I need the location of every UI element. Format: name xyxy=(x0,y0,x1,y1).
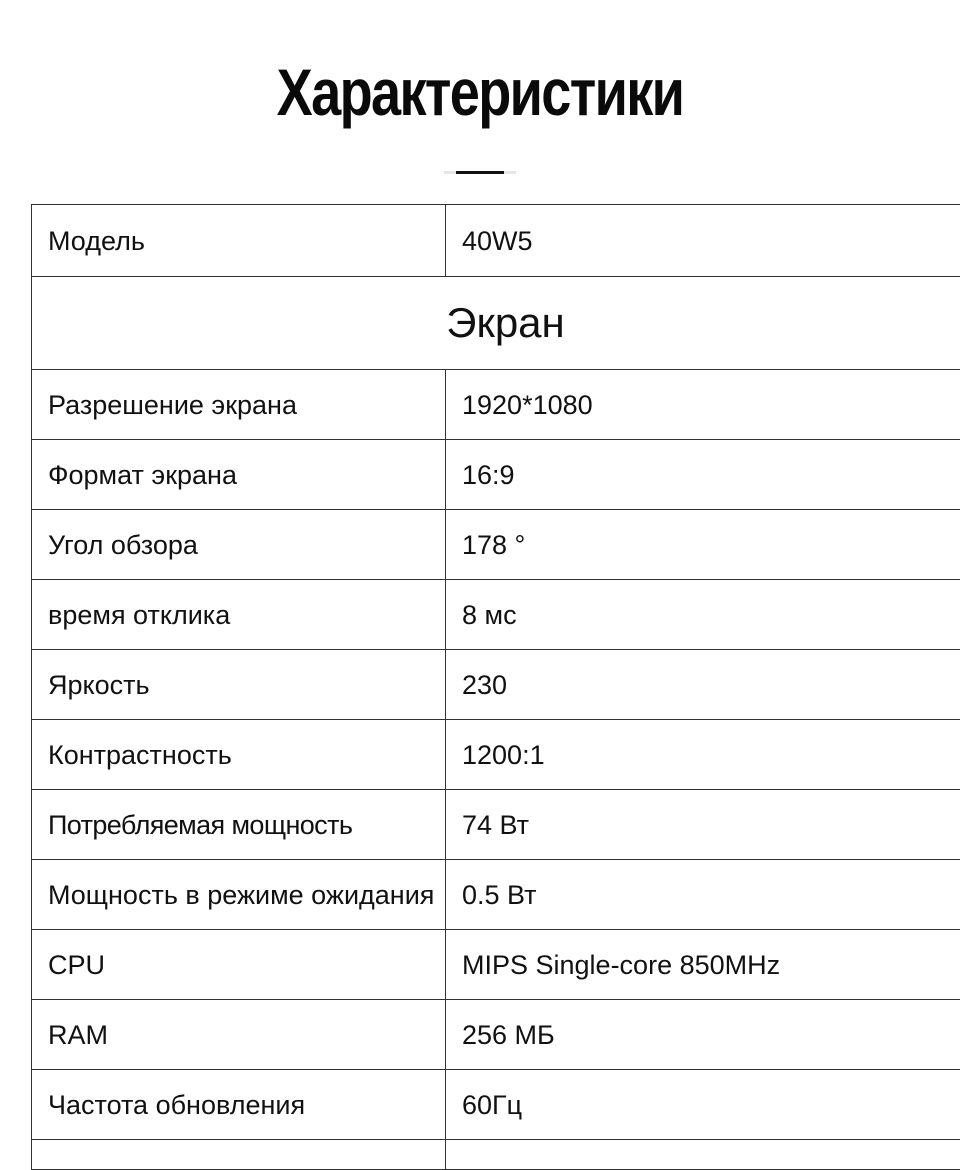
table-row xyxy=(32,650,960,720)
spec-label: время отклика xyxy=(32,580,446,650)
table-row xyxy=(32,1000,960,1070)
spec-label: Контрастность xyxy=(32,720,446,790)
title-divider xyxy=(444,171,516,174)
spec-label: Формат экрана xyxy=(32,440,446,510)
table-row xyxy=(32,720,960,790)
page-title: Характеристики xyxy=(86,52,873,132)
table-row xyxy=(32,1070,960,1140)
spec-label: Мощность в режиме ожидания xyxy=(32,860,446,930)
spec-label: Потребляемая мощность xyxy=(32,790,446,860)
section-row xyxy=(32,277,960,370)
table-row xyxy=(32,580,960,650)
spec-value: 256 МБ xyxy=(446,1000,960,1070)
spec-table xyxy=(31,204,960,1170)
spec-label: Частота обновления xyxy=(32,1070,446,1140)
section-title: Экран xyxy=(32,277,960,370)
spec-value: 60Гц xyxy=(446,1070,960,1140)
table-row-partial xyxy=(32,1140,960,1170)
table-row xyxy=(32,440,960,510)
spec-value: 0.5 Вт xyxy=(446,860,960,930)
spec-value: 230 xyxy=(446,650,960,720)
spec-value: 8 мс xyxy=(446,580,960,650)
spec-label: RAM xyxy=(32,1000,446,1070)
table-row xyxy=(32,930,960,1000)
spec-label: Угол обзора xyxy=(32,510,446,580)
table-row xyxy=(32,860,960,930)
spec-value: MIPS Single-core 850MHz xyxy=(446,930,960,1000)
table-row xyxy=(32,370,960,440)
table-row xyxy=(32,510,960,580)
spec-value: 1200:1 xyxy=(446,720,960,790)
spec-label: Разрешение экрана xyxy=(32,370,446,440)
table-row xyxy=(32,790,960,860)
spec-value: 178 ° xyxy=(446,510,960,580)
spec-label: CPU xyxy=(32,930,446,1000)
spec-value: 16:9 xyxy=(446,440,960,510)
spec-label: Модель xyxy=(32,205,446,277)
spec-label: Яркость xyxy=(32,650,446,720)
spec-value: 74 Вт xyxy=(446,790,960,860)
spec-value: 40W5 xyxy=(446,205,960,277)
spec-value: 1920*1080 xyxy=(446,370,960,440)
spec-value-empty xyxy=(446,1140,960,1170)
table-row-model xyxy=(32,205,960,277)
spec-label-empty xyxy=(32,1140,446,1170)
